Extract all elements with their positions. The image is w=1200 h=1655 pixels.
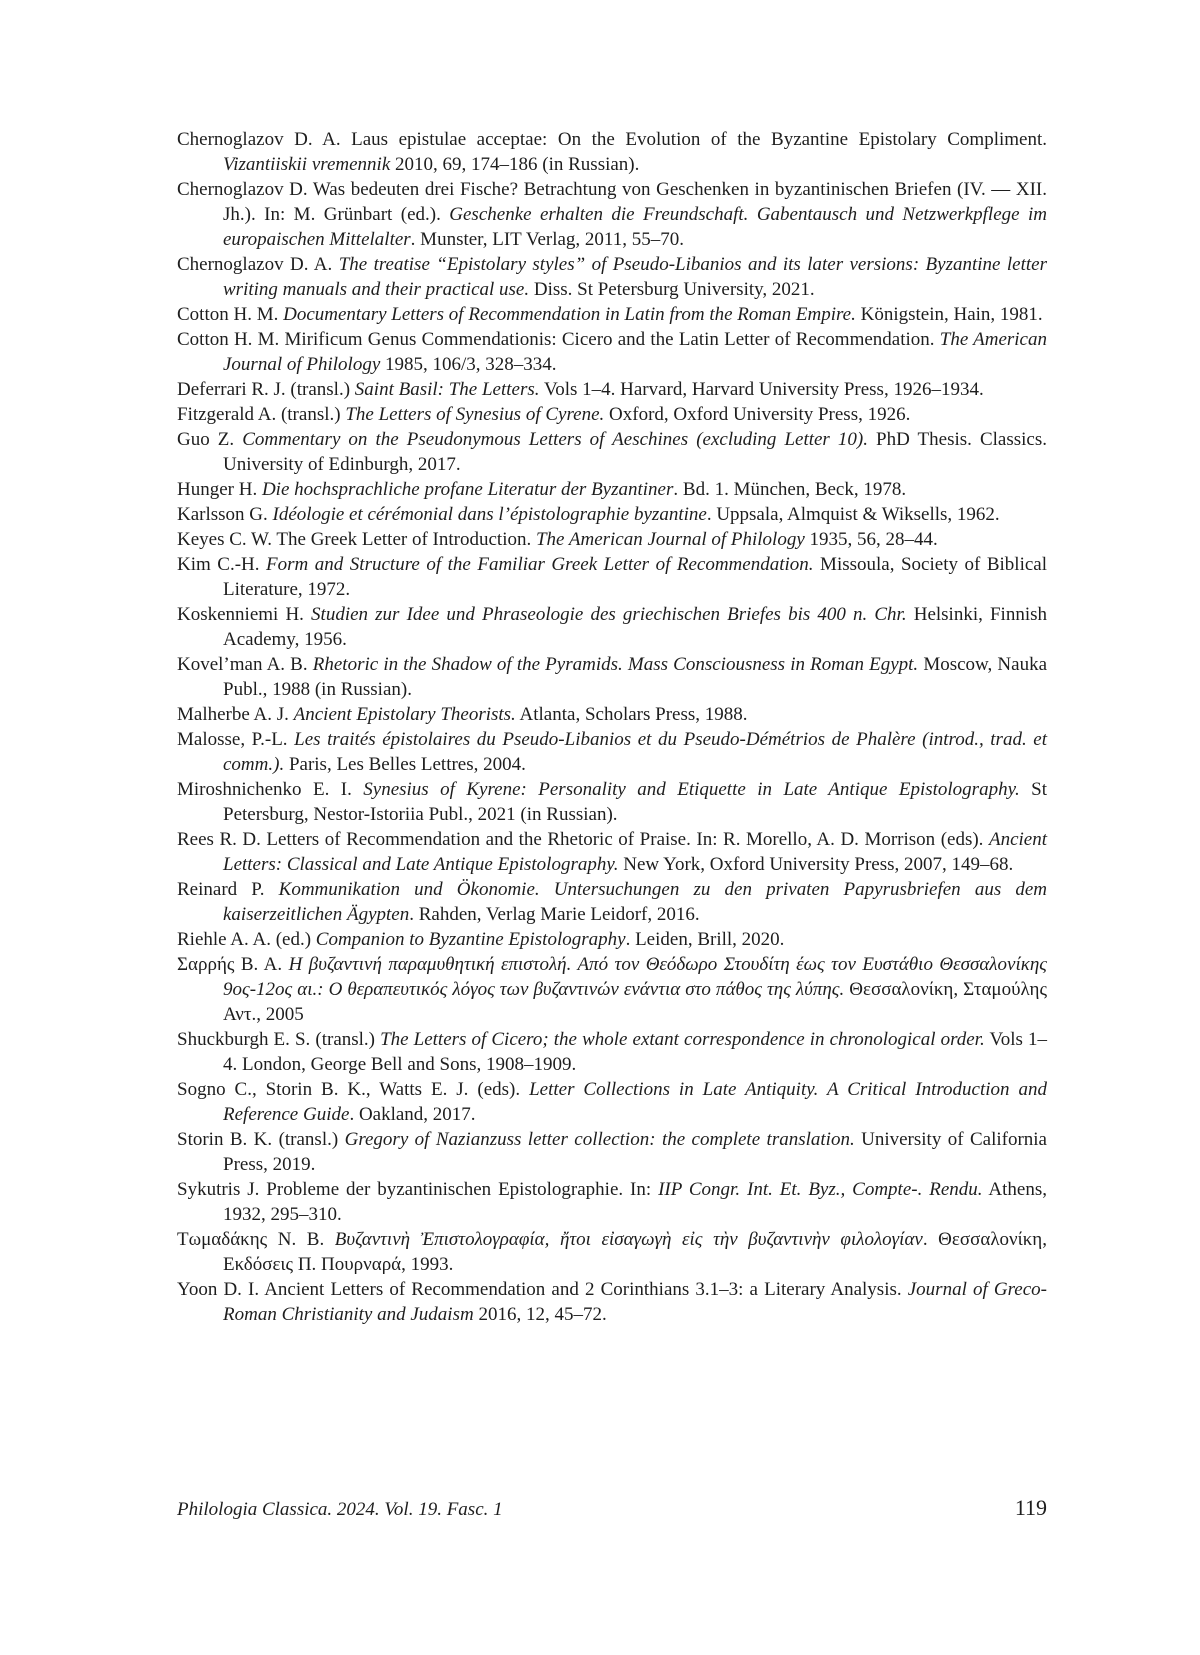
reference-text: Vols 1–4. Harvard, Harvard University Press, 1926–1934. (539, 379, 984, 400)
reference-title-italic: Η βυζαντινή παραμυθητική επιστολή. Από τον Θεόδωρο Στουδίτη έως τον Ευστάθιο Θεσσαλονίκης 9ος-12ος αι.: Ο θεραπευτικός λόγος των βυζαντινών ενάντια στο πάθος της λύπης. (223, 954, 1047, 1000)
reference-text: 1985, 106/3, 328–334. (380, 354, 557, 375)
reference-entry (177, 1277, 1047, 1327)
reference-text: New York, Oxford University Press, 2007, 149–68. (618, 854, 1014, 875)
reference-text: . Rahden, Verlag Marie Leidorf, 2016. (409, 904, 700, 925)
reference-text: Chernoglazov D. Was bedeuten drei Fische? Betrachtung von Geschenken in byzantinischen Briefen (IV. — XII. Jh.). In: M. Grünbart (ed.). (177, 179, 1047, 225)
page-number: 119 (1014, 1495, 1047, 1520)
reference-entry (177, 927, 1047, 952)
reference-text: Sogno C., Storin B. K., Watts E. J. (eds). (177, 1079, 530, 1100)
reference-title-italic: Kommunikation und Ökonomie. Untersuchungen zu den privaten Papyrusbriefen aus dem kaiserzeitlichen Ägypten (223, 879, 1048, 925)
reference-text: . Oakland, 2017. (349, 1104, 476, 1125)
reference-title-italic: Saint Basil: The Letters. (354, 379, 540, 400)
reference-text: Storin B. K. (transl.) (177, 1129, 345, 1150)
reference-text: Τωμαδάκης Ν. Β. (177, 1229, 335, 1250)
reference-text: Diss. St Petersburg University, 2021. (529, 279, 815, 300)
reference-text: Yoon D. I. Ancient Letters of Recommendation and 2 Corinthians 3.1–3: a Literary Analysis. (177, 1279, 908, 1300)
reference-title-italic: The American Journal of Philology (223, 329, 1047, 375)
reference-text: . Leiden, Brill, 2020. (625, 929, 785, 950)
reference-text: Vols 1–4. London, George Bell and Sons, 1908–1909. (223, 1029, 1047, 1075)
reference-title-italic: Form and Structure of the Familiar Greek Letter of Recommendation. (266, 554, 814, 575)
reference-entry (177, 827, 1047, 877)
reference-entry (177, 1227, 1047, 1277)
reference-entry (177, 1077, 1047, 1127)
reference-text: Missoula, Society of Biblical Literature, 1972. (223, 554, 1048, 600)
reference-text: Athens, 1932, 295–310. (223, 1179, 1047, 1225)
reference-text: Keyes C. W. The Greek Letter of Introduction. (177, 529, 536, 550)
reference-title-italic: Commentary on the Pseudonymous Letters of Aeschines (excluding Letter 10). (242, 429, 868, 450)
reference-entry (177, 1127, 1047, 1177)
reference-text: Malherbe A. J. (177, 704, 294, 725)
reference-text: Chernoglazov D. A. (177, 254, 339, 275)
reference-title-italic: Rhetoric in the Shadow of the Pyramids. Mass Consciousness in Roman Egypt. (312, 654, 919, 675)
reference-entry (177, 377, 1047, 402)
reference-text: . Munster, LIT Verlag, 2011, 55–70. (410, 229, 684, 250)
journal-citation: Philologia Classica. 2024. Vol. 19. Fasc. 1 (177, 1499, 503, 1520)
reference-entry (177, 777, 1047, 827)
reference-text: Kovel’man A. B. (177, 654, 313, 675)
reference-text: Guo Z. (177, 429, 243, 450)
reference-text: Hunger H. (177, 479, 262, 500)
reference-text: Atlanta, Scholars Press, 1988. (515, 704, 748, 725)
reference-text: Königstein, Hain, 1981. (855, 304, 1043, 325)
reference-title-italic: Documentary Letters of Recommendation in Latin from the Roman Empire. (283, 304, 856, 325)
reference-entry (177, 427, 1047, 477)
reference-text: PhD Thesis. Classics. University of Edinburgh, 2017. (223, 429, 1048, 475)
reference-title-italic: Idéologie et cérémonial dans l’épistolographie byzantine (272, 504, 707, 525)
reference-text: Oxford, Oxford University Press, 1926. (604, 404, 911, 425)
reference-entry (177, 127, 1047, 177)
reference-entry (177, 477, 1047, 502)
reference-text: Paris, Les Belles Lettres, 2004. (284, 754, 526, 775)
reference-title-italic: Gregory of Nazianzuss letter collection: the complete translation. (344, 1129, 855, 1150)
reference-entry (177, 502, 1047, 527)
reference-title-italic: The Letters of Synesius of Cyrene. (345, 404, 605, 425)
reference-text: . Bd. 1. München, Beck, 1978. (673, 479, 907, 500)
reference-title-italic: The American Journal of Philology (535, 529, 805, 550)
reference-entry (177, 652, 1047, 702)
reference-text: Fitzgerald A. (transl.) (177, 404, 346, 425)
reference-title-italic: Βυζαντινὴ Ἐπιστολογραφία, ἤτοι εἰσαγωγὴ εἰς τὴν βυζαντινὴν φιλολογίαν (334, 1229, 923, 1250)
reference-text: Σαρρής Β. Α. (177, 954, 289, 975)
reference-title-italic: Geschenke erhalten die Freundschaft. Gabentausch und Netzwerkpflege im europaischen Mittelalter (223, 204, 1047, 250)
reference-entry (177, 952, 1047, 1027)
reference-text: . Uppsala, Almquist & Wiksells, 1962. (706, 504, 1000, 525)
reference-entry (177, 552, 1047, 602)
reference-entry (177, 302, 1047, 327)
reference-text: Cotton H. M. (177, 304, 284, 325)
page-footer (177, 1495, 1047, 1525)
reference-entry (177, 877, 1047, 927)
reference-title-italic: The treatise “Epistolary styles” of Pseudo-Libanios and its later versions: Byzantine letter writing manuals and their practical use. (223, 254, 1047, 300)
reference-text: Moscow, Nauka Publ., 1988 (in Russian). (223, 654, 1048, 700)
reference-entry (177, 527, 1047, 552)
reference-title-italic: The Letters of Cicero; the whole extant correspondence in chronological order. (380, 1029, 985, 1050)
reference-entry (177, 177, 1047, 252)
reference-text: Cotton H. M. Mirificum Genus Commendationis: Cicero and the Latin Letter of Recommendation. (177, 329, 940, 350)
reference-text: Chernoglazov D. A. Laus epistulae acceptae: On the Evolution of the Byzantine Epistolary Compliment. (177, 129, 1047, 150)
reference-text: Helsinki, Finnish Academy, 1956. (223, 604, 1047, 650)
reference-title-italic: Les traités épistolaires du Pseudo-Libanios et du Pseudo-Démétrios de Phalère (introd., trad. et comm.). (223, 729, 1047, 775)
reference-text: St Petersburg, Nestor-Istoriia Publ., 2021 (in Russian). (223, 779, 1047, 825)
reference-title-italic: Die hochsprachliche profane Literatur der Byzantiner (261, 479, 674, 500)
reference-title-italic: Ancient Letters: Classical and Late Antique Epistolography. (223, 829, 1047, 875)
reference-entry (177, 602, 1047, 652)
reference-entry (177, 327, 1047, 377)
reference-text: Kim C.-H. (177, 554, 267, 575)
reference-text: Malosse, P.-L. (177, 729, 295, 750)
reference-entry (177, 1177, 1047, 1227)
reference-text: University of California Press, 2019. (223, 1129, 1047, 1175)
reference-text: Reinard P. (177, 879, 279, 900)
reference-entry (177, 702, 1047, 727)
reference-text: Shuckburgh E. S. (transl.) (177, 1029, 381, 1050)
reference-text: 1935, 56, 28–44. (804, 529, 938, 550)
reference-entry (177, 252, 1047, 302)
reference-title-italic: Synesius of Kyrene: Personality and Etiquette in Late Antique Epistolography. (363, 779, 1020, 800)
reference-title-italic: IIP Congr. Int. Et. Byz., Compte-. Rendu. (658, 1179, 983, 1200)
reference-text: Θεσσαλονίκη, Σταμούλης Αντ., 2005 (223, 979, 1048, 1025)
reference-text: Rees R. D. Letters of Recommendation and the Rhetoric of Praise. In: R. Morello, A. D. Morrison (eds). (177, 829, 989, 850)
reference-text: Karlsson G. (177, 504, 273, 525)
reference-entry (177, 402, 1047, 427)
reference-text: Riehle A. A. (ed.) (177, 929, 316, 950)
reference-title-italic: Companion to Byzantine Epistolography (315, 929, 626, 950)
reference-text: Koskenniemi H. (177, 604, 312, 625)
reference-title-italic: Studien zur Idee und Phraseologie des griechischen Briefes bis 400 n. Chr. (311, 604, 907, 625)
reference-text: 2010, 69, 174–186 (in Russian). (390, 154, 640, 175)
reference-text: Sykutris J. Probleme der byzantinischen Epistolographie. In: (177, 1179, 659, 1200)
reference-entry (177, 727, 1047, 777)
reference-text: . Θεσσαλονίκη, Εκδόσεις Π. Πουρναρά, 1993. (223, 1229, 1047, 1275)
reference-title-italic: Ancient Epistolary Theorists. (293, 704, 516, 725)
reference-text: Miroshnichenko E. I. (177, 779, 364, 800)
reference-title-italic: Vizantiiskii vremennik (223, 154, 391, 175)
reference-title-italic: Journal of Greco-Roman Christianity and Judaism (223, 1279, 1047, 1325)
reference-text: Deferrari R. J. (transl.) (177, 379, 355, 400)
reference-title-italic: Letter Collections in Late Antiquity. A Critical Introduction and Reference Guide (223, 1079, 1047, 1125)
reference-entry (177, 1027, 1047, 1077)
reference-text: 2016, 12, 45–72. (473, 1304, 607, 1325)
reference-list (177, 127, 1047, 1327)
